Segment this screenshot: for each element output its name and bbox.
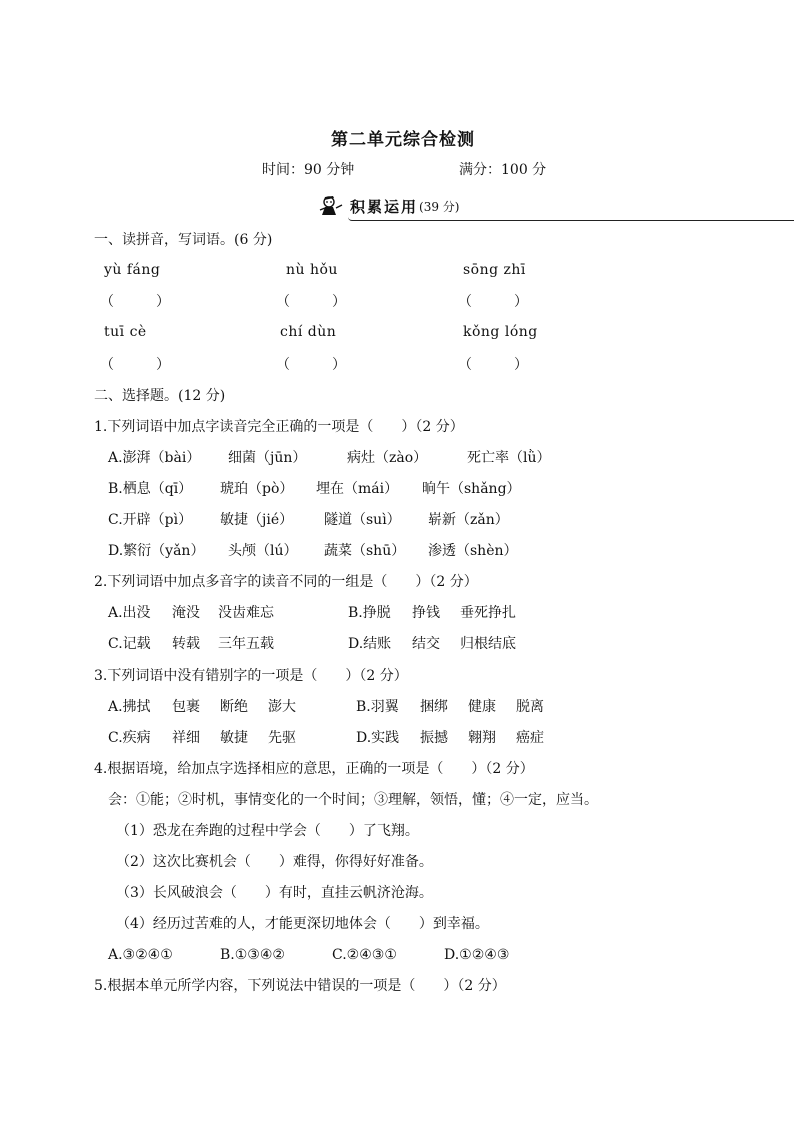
q2-4-option-c[interactable]: C.②④③① (332, 947, 397, 963)
q2-4-option-a[interactable]: A.③②④① (108, 947, 173, 963)
q2-5-stem: 5.根据本单元所学内容，下列说法中错误的一项是（ ）（2 分） (94, 978, 506, 994)
option-word: 断绝 (220, 699, 248, 715)
q2-1-option-b[interactable] (108, 479, 521, 499)
q2-4-sentence-4: （4）经历过苦难的人，才能更深切地体会（ ）到幸福。 (116, 916, 489, 932)
q2-3-option-a[interactable] (108, 697, 296, 717)
option-word: D.实践 (356, 730, 400, 746)
q2-4-options (108, 945, 509, 965)
option-word: 蔬菜（shū） (324, 543, 406, 559)
q1-blank-6[interactable]: （ ） (458, 357, 528, 373)
q2-1-option-c[interactable] (108, 510, 509, 530)
section-banner (316, 194, 794, 218)
q1-heading: 一、读拼音，写词语。(6 分) (94, 232, 273, 248)
section-score: (39 分) (419, 199, 460, 214)
option-word: 转载 (172, 636, 200, 652)
option-word: 结交 (412, 636, 440, 652)
option-word: 隧道（suì） (324, 512, 401, 528)
option-word: D.结账 (348, 636, 392, 652)
option-word: 渗透（shèn） (428, 543, 518, 559)
q2-2-stem: 2.下列词语中加点多音字的读音不同的一组是（ ）（2 分） (94, 574, 478, 590)
option-word: 敏捷（jié） (220, 512, 294, 528)
option-word: B.羽翼 (356, 699, 399, 715)
option-word: 垂死挣扎 (460, 605, 516, 621)
q1-blank-5[interactable]: （ ） (276, 357, 346, 373)
option-word: 敏捷 (220, 730, 248, 746)
option-word: 先驱 (268, 730, 296, 746)
q1-pinyin-3: sōng zhī (463, 262, 526, 278)
option-word: 晌午（shǎng） (422, 481, 521, 497)
q1-pinyin-1: yù fáng (104, 262, 161, 278)
q2-3-stem: 3.下列词语中没有错别字的一项是（ ）（2 分） (94, 668, 408, 684)
time-label: 时间：90 分钟 (262, 162, 355, 178)
q2-1-option-d[interactable] (108, 541, 518, 561)
q2-4-sentence-3: （3）长风破浪会（ ）有时，直挂云帆济沧海。 (116, 885, 433, 901)
option-word: D.繁衍（yǎn） (108, 543, 205, 559)
option-word: 脱离 (516, 699, 544, 715)
option-word: 健康 (468, 699, 496, 715)
q1-blank-2[interactable]: （ ） (276, 294, 346, 310)
q1-pinyin-2: nù hǒu (286, 262, 338, 278)
banner-underline (348, 217, 794, 221)
option-word: 淹没 (172, 605, 200, 621)
q1-pinyin-6: kǒng lóng (463, 324, 538, 340)
q2-4-sentence-1: （1）恐龙在奔跑的过程中学会（ ）了飞翔。 (116, 823, 419, 839)
option-word: 捆绑 (420, 699, 448, 715)
q2-4-option-b[interactable]: B.①③④② (220, 947, 285, 963)
option-word: C.开辟（pì） (108, 512, 193, 528)
q2-4-stem: 4.根据语境，给加点字选择相应的意思，正确的一项是（ ）（2 分） (94, 761, 534, 777)
q2-3-option-b[interactable] (356, 697, 544, 717)
section-label: 积累运用 (350, 197, 419, 216)
q2-heading: 二、选择题。(12 分) (94, 388, 226, 404)
q2-2-option-a[interactable] (108, 603, 274, 623)
q1-blank-4[interactable]: （ ） (100, 357, 170, 373)
option-word: 振撼 (420, 730, 448, 746)
q2-4-option-d[interactable]: D.①②④③ (444, 947, 510, 963)
q2-2-option-c[interactable] (108, 634, 274, 654)
option-word: A.拂拭 (108, 699, 151, 715)
option-word: 病灶（zào） (347, 450, 428, 466)
option-word: C.记载 (108, 636, 151, 652)
option-word: 挣钱 (412, 605, 440, 621)
q2-3-option-d[interactable] (356, 728, 544, 748)
option-word: 祥细 (172, 730, 200, 746)
q2-4-sentence-2: （2）这次比赛机会（ ）难得，你得好好准备。 (116, 854, 433, 870)
option-word: 归根结底 (460, 636, 516, 652)
q2-4-definition: 会：①能；②时机，事情变化的一个时间；③理解，领悟，懂；④一定，应当。 (108, 792, 598, 808)
q2-1-option-a[interactable] (108, 448, 551, 468)
q1-blank-3[interactable]: （ ） (458, 294, 528, 310)
option-word: 包裹 (172, 699, 200, 715)
q1-blank-1[interactable]: （ ） (100, 294, 170, 310)
page-title: 第二单元综合检测 (331, 130, 475, 150)
option-word: A.澎湃（bài） (108, 450, 201, 466)
option-word: 细菌（jūn） (228, 450, 307, 466)
option-word: 死亡率（lǜ） (467, 450, 551, 466)
option-word: 埋在（mái） (316, 481, 399, 497)
option-word: 翱翔 (468, 730, 496, 746)
option-word: 头颅（lú） (228, 543, 298, 559)
score-label: 满分：100 分 (459, 162, 547, 178)
option-word: 澎大 (268, 699, 296, 715)
q1-pinyin-4: tuī cè (104, 324, 147, 340)
option-word: 三年五载 (218, 636, 274, 652)
option-word: A.出没 (108, 605, 151, 621)
q2-3-option-c[interactable] (108, 728, 296, 748)
option-word: 没齿难忘 (218, 605, 274, 621)
mascot-icon (316, 194, 346, 218)
option-word: 崭新（zǎn） (428, 512, 509, 528)
q2-1-stem: 1.下列词语中加点字读音完全正确的一项是（ ）（2 分） (94, 419, 464, 435)
q2-2-option-d[interactable] (348, 634, 516, 654)
q2-2-option-b[interactable] (348, 603, 516, 623)
option-word: C.疾病 (108, 730, 151, 746)
option-word: B.栖息（qī） (108, 481, 193, 497)
option-word: 癌症 (516, 730, 544, 746)
option-word: B.挣脱 (348, 605, 391, 621)
q1-pinyin-5: chí dùn (280, 324, 337, 340)
option-word: 琥珀（pò） (220, 481, 294, 497)
